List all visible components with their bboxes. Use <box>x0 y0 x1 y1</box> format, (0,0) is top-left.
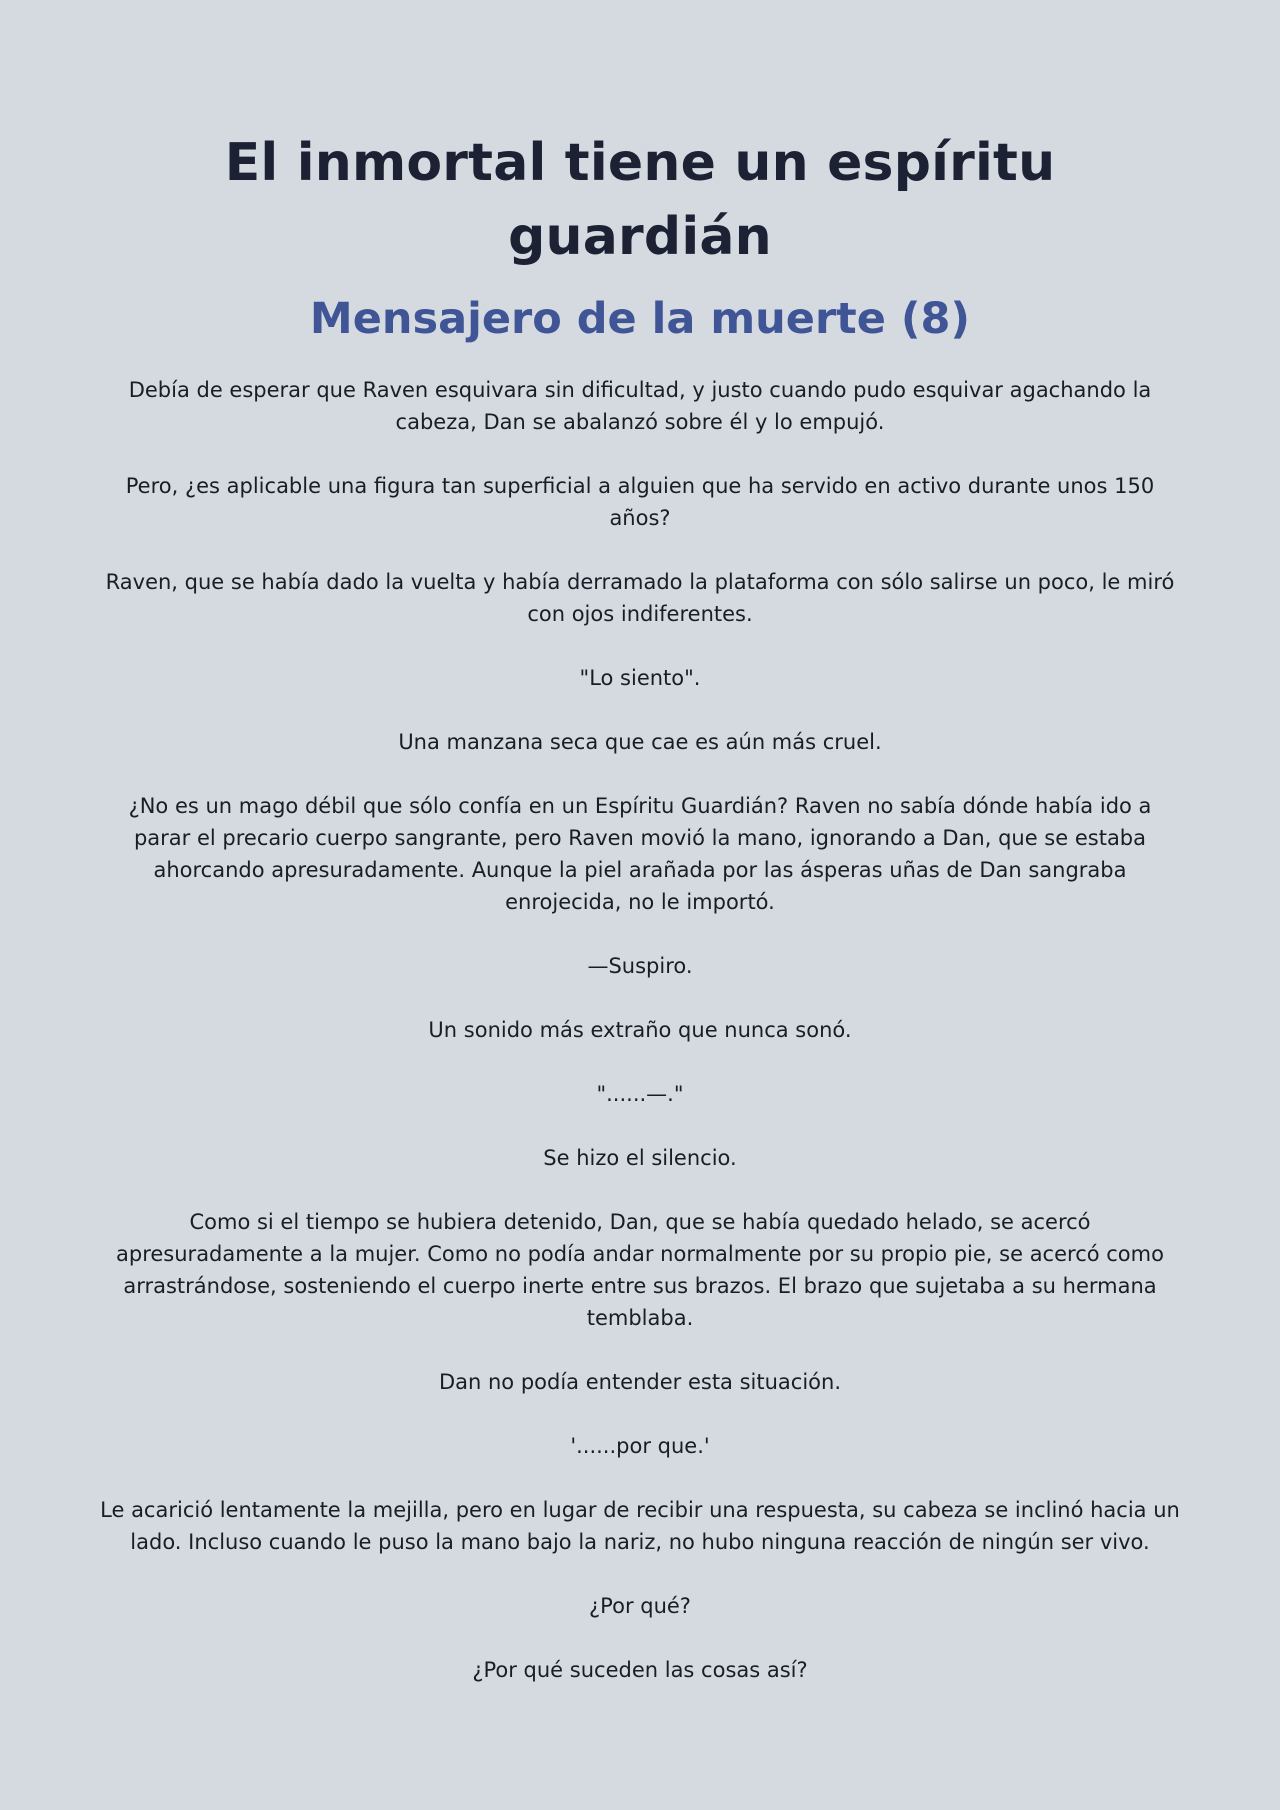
paragraph: Una manzana seca que cae es aún más cruel. <box>398 730 882 754</box>
paragraph: '......por que.' <box>570 1434 710 1458</box>
paragraph: "......—." <box>596 1082 684 1106</box>
paragraph: Dan no podía entender esta situación. <box>438 1370 842 1394</box>
paragraph: Pero, ¿es aplicable una figura tan superficial a alguien que ha servido en activo durante unos 150 años? <box>125 474 1155 530</box>
paragraph: Como si el tiempo se hubiera detenido, Dan, que se había quedado helado, se acercó apresuradamente a la mujer. Como no podía andar normalmente por su propio pie, se acercó como arrastrándose, sosteniendo el cuerpo inerte entre sus brazos. El brazo que sujetaba a su hermana temblaba. <box>116 1210 1164 1330</box>
paragraph: ¿Por qué? <box>589 1594 691 1618</box>
paragraph: Un sonido más extraño que nunca sonó. <box>428 1018 852 1042</box>
paragraph: "Lo siento". <box>579 666 701 690</box>
paragraph: Le acarició lentamente la mejilla, pero en lugar de recibir una respuesta, su cabeza se inclinó hacia un lado. Incluso cuando le puso la mano bajo la nariz, no hubo ninguna reacción de ningún ser vivo. <box>100 1498 1180 1554</box>
chapter-title: Mensajero de la muerte (8) <box>309 294 971 344</box>
paragraph: —Suspiro. <box>587 954 693 978</box>
paragraph: Debía de esperar que Raven esquivara sin dificultad, y justo cuando pudo esquivar agachando la cabeza, Dan se abalanzó sobre él y lo empujó. <box>128 378 1152 434</box>
paragraph: Raven, que se había dado la vuelta y había derramado la plataforma con sólo salirse un poco, le miró con ojos indiferentes. <box>105 570 1175 626</box>
paragraph: ¿Por qué suceden las cosas así? <box>472 1658 808 1682</box>
book-title: El inmortal tiene un espíritu guardián <box>224 133 1056 267</box>
paragraph: ¿No es un mago débil que sólo confía en un Espíritu Guardián? Raven no sabía dónde había ido a parar el precario cuerpo sangrante, pero Raven movió la mano, ignorando a Dan, que se estaba ahorcando apresuradamente. Aunque la piel arañada por las ásperas uñas de Dan sangraba enrojecida, no le importó. <box>128 794 1152 914</box>
chapter-body <box>100 374 1180 1686</box>
paragraph: Se hizo el silencio. <box>543 1146 737 1170</box>
